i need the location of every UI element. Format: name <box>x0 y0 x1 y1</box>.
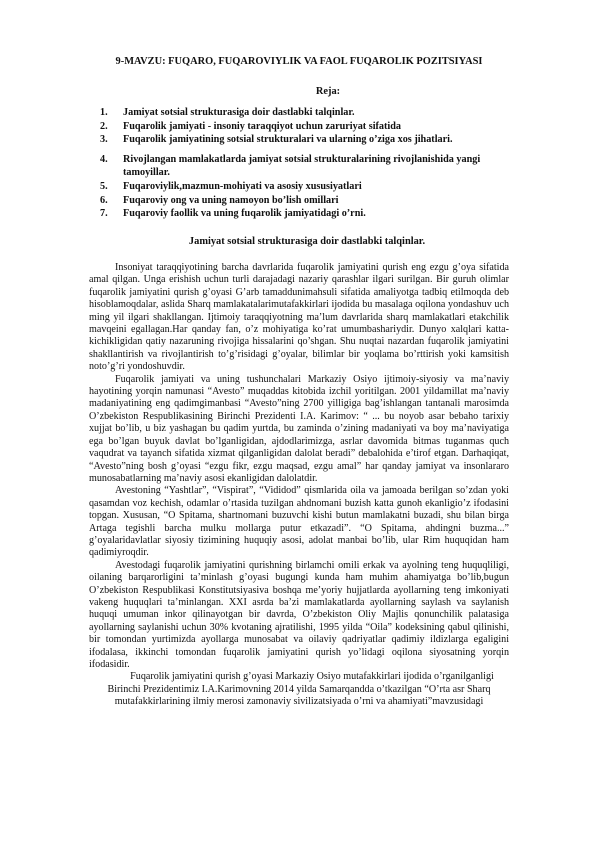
plan-item <box>100 120 510 134</box>
body-text <box>89 262 509 709</box>
document-title: 9-MAVZU: FUQARO, FUQAROVIYLIK VA FAOL FUQAROLIK POZITSIYASI <box>115 56 483 67</box>
plan-list <box>100 106 510 221</box>
paragraph: Fuqarolik jamiyati va uning tushunchalari Markaziy Osiyo ijtimoiy-siyosiy va ma’naviy hayotining yorqin namunasi “Avesto” muqaddas kitobida izchil yoritilgan. 2001 yildamillat ma’naviy madaniyatining eng qadimgimanbasi “Avesto”ning 2700 yilligiga bag’ishlangan tantanali marosimda O’zbekiston Respublikasining Birinchi Prezidenti I.A. Karimov: “ ... bu noyob asar bebaho tarixiy xujjat bo’lib, u biz yashagan bu qadim yurtda, bu zaminda o’zining madaniyati va boy ma’naviyatiga ega bo’lgan buyuk davlat bo’lganligidan, ajdodlarimizga, asrlar davomida bitmas tuganmas quch vaqudrat va tayanch sifatida xizmat qilganligidan dalolat beradi” debalohida e’tirof etgan. Darhaqiqat, “Avesto”ning bosh g’oyasi “ezgu fikr, ezgu maqsad, ezgu amal” har qanday jamiyat va insonlararo munosabatlarning ma’naviy asosi ekanligidan dalolatdir. <box>89 373 509 484</box>
plan-item-text: Fuqaroviylik,mazmun-mohiyati va asosiy xususiyatlari <box>123 180 362 192</box>
plan-item-number: 7. <box>100 208 108 220</box>
plan-item <box>100 207 510 221</box>
plan-item-number: 6. <box>100 194 108 206</box>
paragraph: Avestoning “Yashtlar”, “Vispirat”, “Vididod” qismlarida oila va jamoada berilgan so’zdan yoki qasamdan voz kechish, odamlar o’rtasida tuzilgan ahdnomani buzish katta gunoh ekanligio’z ifodasini topgan. Xususan, “O Spitama, shartnomani buzuvchi kishi butun mamlakatni buzadi, shu bilan birga Artaga tegishli barcha mulku mollarga putur etkazadi”. “O Spitama, ahdingni buzma...” g’oyalaridavlatlar siyosiy tizimining huquqiy asosi, adolat manbai bo’lib, ular Rim huquqidan ham qadimiyroqdir. <box>89 485 509 559</box>
plan-item <box>100 153 510 180</box>
plan-item-text: Rivojlangan mamlakatlarda jamiyat sotsial strukturalarining rivojlanishida yangi tamoyillar. <box>123 153 481 179</box>
plan-item-text: Fuqaroviy faollik va uning fuqarolik jamiyatidagi o’rni. <box>123 208 366 220</box>
plan-item <box>100 180 510 194</box>
plan-item-number: 5. <box>100 180 108 192</box>
plan-item-number: 3. <box>100 134 108 146</box>
plan-item-number: 1. <box>100 107 108 118</box>
plan-item-text: Fuqaroviy ong va uning namoyon bo’lish omillari <box>123 194 339 206</box>
plan-item-text: Fuqarolik jamiyati - insoniy taraqqiyot uchun zaruriyat sifatida <box>123 120 402 132</box>
plan-item <box>100 194 510 208</box>
plan-item <box>100 106 510 120</box>
plan-item <box>100 133 510 147</box>
paragraph: Avestodagi fuqarolik jamiyatini qurishning birlamchi omili erkak va ayolning teng huquqliligi, oilaning barqarorligini ta’minlash g’oyasi bugungi kunda ham muhim ahamiyatga bo’lib,bugun O’zbekiston Respublikasi Konstitutsiyasiva boshqa me’yoriy hujjatlarda ayollarning teng imkoniyati vakeng huquqlari ta’minlangan. XXI asrda ba’zi mamlakatlarda ayollarning saylash va saylanish huquqi umuman inkor qilinayotgan bir davrda, O’zbekiston Oliy Majlis qonunchilik palatasiga ayollarning saylanishi uchun 30% kvotaning ajratilishi, 1995 yilda “Oila” kodeksining qabul qilinishi, bir tomondan yurtimizda ayollarga munosabat va oilaviy qadriyatlar qadimiy ildizlarga egaligini ifodalasa, ikkinchi tomondan fuqarolik jamiyatini qurish yo’lidagi oqilona siyosatning yorqin ifodasidir. <box>89 559 509 670</box>
plan-item-number: 4. <box>100 153 108 165</box>
plan-item-text: Jamiyat sotsial strukturasiga doir dastlabki talqinlar. <box>123 107 355 118</box>
paragraph: Insoniyat taraqqiyotining barcha davrlarida fuqarolik jamiyatini qurish eng ezgu g’oya sifatida amal qilgan. Unga erishish uchun turli darajadagi nazariy qarashlar ilgari surilgan. Bir guruh olimlar fuqarolik jamiyatini qurish g’oyasi G’arb tamaddunimahsuli sifatida amaliyotga tadbiq etilmoqda deb hisoblamoqdalar, aslida Sharq mamlakatalarimutafakkirlari ijodida bu masalaga oqilona yondashuv uch ming yil ilgari shakllangan. Ijtimoiy taraqqiyotning ma’lum davrlarida sharq mamlakatlari etakchilik mavqeini egallagan.Har qanday fan, o’z mohiyatiga ko’rat umumbashariydir. Dunyo xalqlari katta-kichikligidan qatiy nazaruning rivojiga hissalarini qo’shgan. Shu nuqtai nazardan fuqarolik jamiyatini shakllantirish va rivojlantirish to’g’risidagi g’oyalar, bilimlar bir yoqlama bo’rttirish yoki kamsitish noto’g’ri yondoshuvdir. <box>89 262 509 373</box>
paragraph: Fuqarolik jamiyatini qurish g’oyasi Markaziy Osiyo mutafakkirlari ijodida o’rganilganligi Birinchi Prezidentimiz I.A.Karimovning 2014 yilda Samarqandda o’tkazilgan “O’rta asr Sharq mutafakkirlarining ilmiy merosi zamonaviy sivilizatsiyada o’rni va ahamiyati”mavzusidagi <box>107 671 494 708</box>
section-heading: Jamiyat sotsial strukturasiga doir dastlabki talqinlar. <box>188 236 426 247</box>
plan-item-text: Fuqarolik jamiyatining sotsial strukturalari va ularning o’ziga xos jihatlari. <box>123 134 453 146</box>
plan-item-number: 2. <box>100 120 108 132</box>
plan-heading: Reja: <box>315 86 341 97</box>
